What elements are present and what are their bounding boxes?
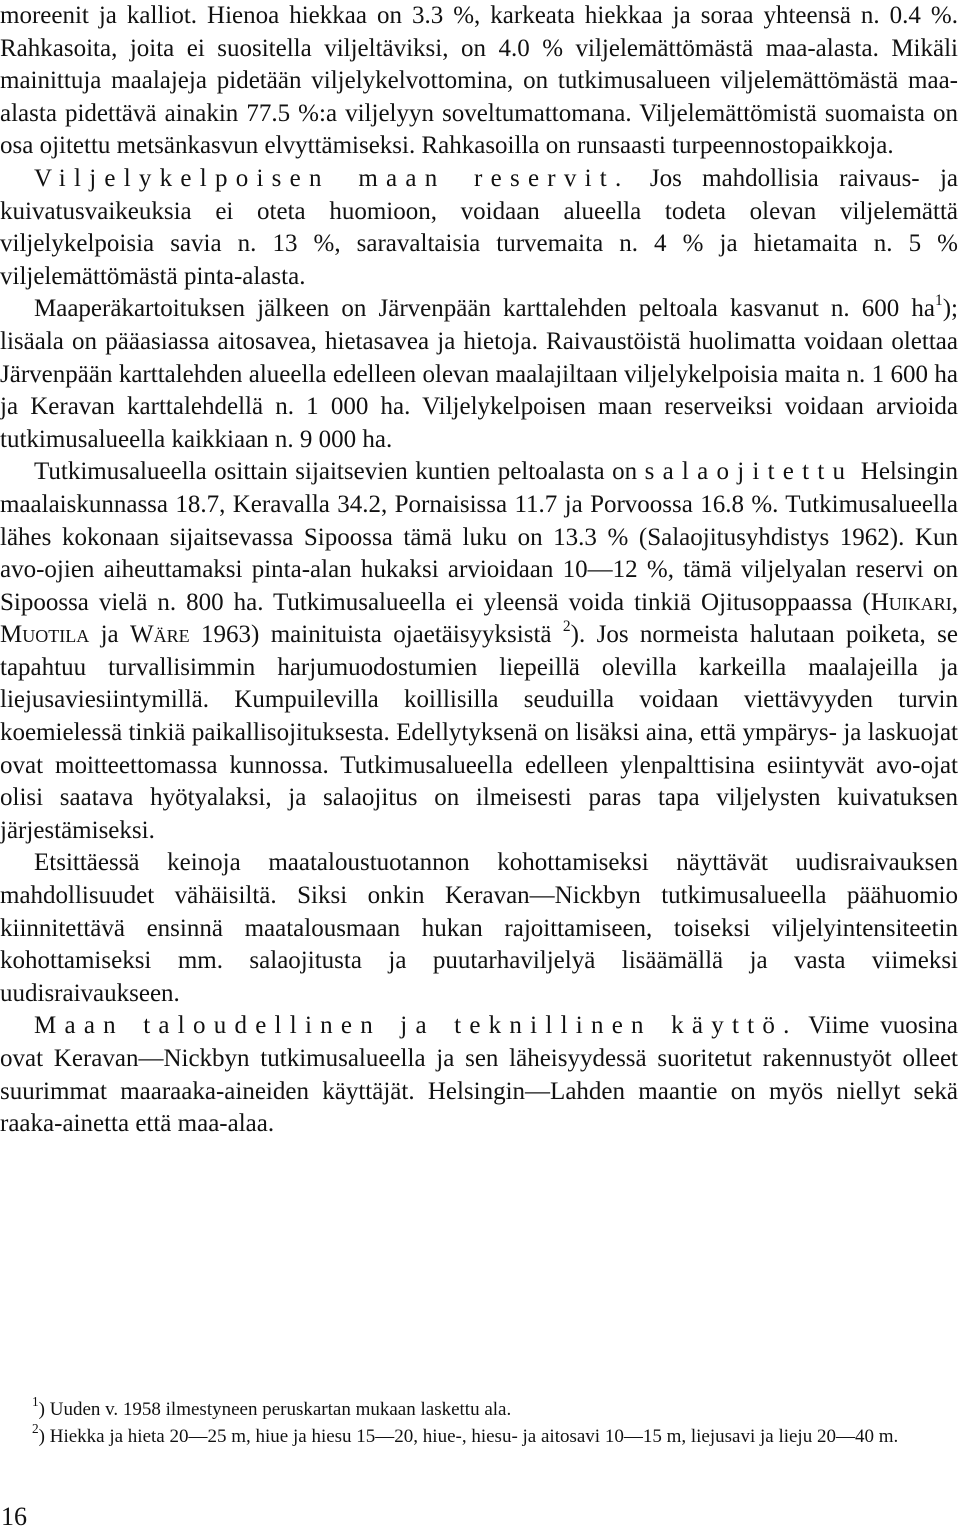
author-ware: Wäre [130,621,190,649]
paragraph-text: Tutkimusalueella osittain sijaitsevien kuntien peltoalasta on [34,458,645,486]
footnote-ref-1: 1 [934,291,943,309]
paragraph-text: Jos mahdollisia raivaus- ja kuivatusvaikeuksia ei oteta huomioon, voidaan alueella todeta olevan viljelemättä viljelykelpoisia savia n. 13 %, saravaltaisia turvemaita n. 4 % ja hietamaita n. 5 % viljelemättömästä pinta-alasta. [0,164,958,290]
footnote-text: ) Uuden v. 1958 ilmestyneen peruskartan mukaan laskettu ala. [38,1399,512,1420]
footnote-mark-1: 1 [32,1393,39,1409]
paragraph-text: ); lisäala on pääasiassa aitosavea, hietasavea ja hietoja. Raivaustöistä huolimatta voidaan olettaa Järvenpään karttalehden alueella edelleen olevan maalajiltaan viljelykelpoisia maita n. 1 600 ha ja Keravan karttalehdellä n. 1 000 ha. Viljelykelpoisen maan reserveiksi voidaan arvioida tutkimusalueella kaikkiaan n. 9 000 ha. [0,295,958,453]
author-huikari: Huikari [870,588,952,616]
paragraph-text: Maaperäkartoituksen jälkeen on Järvenpään karttalehden peltoala kasvanut n. 600 ha [34,295,935,323]
paragraph-text: Etsittäessä keinoja maataloustuotannon kohottamiseksi näyttävät uudisraivauksen mahdollisuudet vähäisiltä. Siksi onkin Keravan—Nickbyn tutkimusalueella päähuomio kiinnitettävä ensinnä maatalousmaan hukan rajoittamiseen, toiseksi viljelyintensiteetin kohottamiseksi mm. salaojitusta ja puutarhaviljelyä lisäämällä ja vasta viimeksi uudisraivaukseen. [0,849,958,1007]
paragraph-text: ja [89,621,131,649]
paragraph-text: 1963) mainituista ojaetäisyyksistä [189,621,563,649]
paragraph-text: Viime vuosina ovat Keravan—Nickbyn tutkimusalueella ja sen läheisyydessä suoritetut rakennustyöt olleet suurimmat maaraaka-aineiden käyttäjät. Helsingin—Lahden maantie on myös niellyt sekä raaka-ainetta että maa-alaa. [0,1012,958,1138]
paragraph-production [0,847,958,1010]
footnote-1 [0,1393,958,1423]
spaced-term-salaojitettu: salaojitettu [644,458,854,486]
paragraph-soil-types [0,0,958,163]
paragraph-text: moreenit ja kalliot. Hienoa hiekkaa on 3.3 %, karkeata hiekkaa ja soraa yhteensä n. 0.4 %. Rahkasoita, joita ei suositella viljeltäviksi, on 4.0 % viljelemättömästä maa-alasta. Mikäli mainittuja maalajeja pidetään viljelykelvottomina, on tutkimusalueen viljelemättömästä maa-alasta pidettävä ainakin 77.5 %:a viljelyyn soveltumattomana. Viljelemättömistä suomaista on osa ojitettu metsänkasvun elvyttämiseksi. Rahkasoilla on runsaasti turpeennostopaikkoja. [0,2,958,160]
section-heading-arable-reserves: Viljelykelpoisen maan reservit. [34,164,630,192]
paragraph-text: ). Jos normeista halutaan poiketa, se tapahtuu turvallisimmin harjumuodostumien liepeillä olevilla karkeilla maalajeilla ja liejusaviesiintymillä. Kumpuilevilla koillisilla seuduilla voidaan viettävyyden turvin koemielessä tinkiä paikallisojituksesta. Edellytyksenä on lisäksi aina, että ympärys- ja laskuojat ovat moitteettomassa kunnossa. Tutkimusalueella edelleen ylenpalttisina esiintyvät avo-ojat olisi saatava hyötyalaksi, ja salaojitus on ilmeisesti paras tapa viljelysten kuivatuksen järjestämiseksi. [0,621,958,844]
footnotes [0,1393,958,1450]
paragraph-mapping-growth [0,293,958,456]
footnote-text: ) Hiekka ja hieta 20—25 m, hiue ja hiesu 15—20, hiue-, hiesu- ja aitosavi 10—15 m, liejusavi ja lieju 20—40 m. [38,1426,899,1447]
paragraph-drainage [0,456,958,847]
section-heading-land-use: Maan taloudellinen ja teknillinen käyttö. [34,1012,798,1040]
paragraph-land-use [0,1010,958,1140]
footnote-mark-2: 2 [32,1420,39,1436]
paragraph-arable-reserves [0,163,958,293]
page-number: 16 [1,1502,27,1531]
paragraph-text: Helsingin maalaiskunnassa 18.7, Keravalla 34.2, Pornaisissa 11.7 ja Porvoossa 16.8 %. Tutkimusalueella lähes kokonaan sijaitsevassa Sipoossa tämä luku on 13.3 % (Salaojitusyhdistys 1962). Kun avo-ojien aiheuttamaksi pinta-alan hukaksi arvioidaan 10—12 %, tämä viljelyalan reservi on Sipoossa vielä n. 800 ha. Tutkimusalueella ei yleensä voida tinkiä Ojitusoppaassa ( [0,458,959,616]
author-muotila: Muotila [0,621,90,649]
paragraph-text: , [951,588,958,616]
footnote-ref-2: 2 [562,617,571,635]
footnote-2 [0,1420,958,1450]
